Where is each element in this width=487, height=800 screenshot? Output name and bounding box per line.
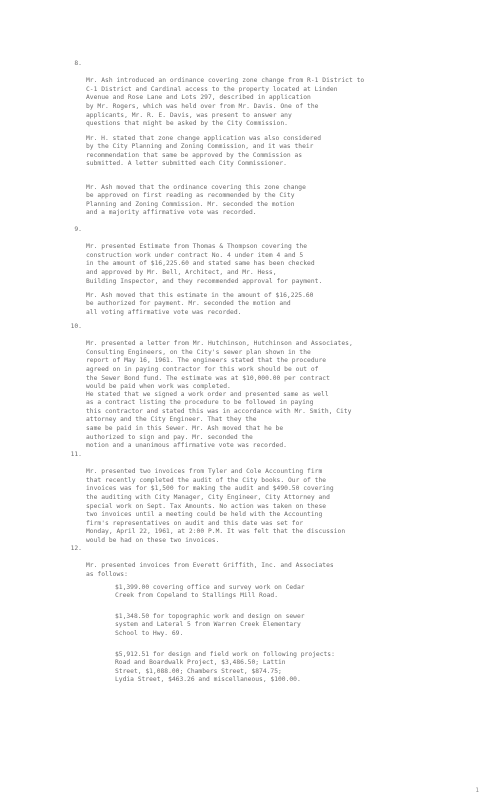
item-number: 11. (70, 451, 82, 458)
paragraph (86, 175, 446, 218)
invoice-entry (115, 575, 465, 601)
item-number: 9. (74, 226, 82, 233)
item-number: 8. (74, 60, 82, 67)
minutes-item-8 (74, 60, 446, 129)
paragraph (86, 283, 446, 317)
item-text: Mr. presented a letter from Mr. Hutchinson, Hutchinson and Associates, Consulting Engineers, on the City's sewer plan shown in the report of May 16, 1961. The engineers stated that the procedure agreed on in paying contractor for this work should be out of the Sewer Bond fund. The estimate was at $10,000.00 per contract would be paid when work was completed. (86, 340, 353, 391)
paragraph-text: Mr. H. stated that zone change application was also considered by the City Planning and Zoning Commission, and it was their recommendation that same be approved by the Commission as submitted. A letter submitted each City Commissioner. (86, 134, 322, 168)
item-text: Mr. presented two invoices from Tyler and Cole Accounting firm that recently completed the audit of the City books. Our of the invoices was for $1,500 for making the audit and $490.50 covering the auditing with City Manager, City Engineer, City Attorney and special work on Sept. Tax Amounts. No action was taken on these two invoices until a meeting could be held with the Accounting firm's representatives on audit and this date was set for Monday, April 22, 1961, at 2:00 P.M. It was felt that the discussion would be had on these two invoices. (86, 468, 346, 544)
minutes-item-11 (70, 451, 446, 546)
paragraph-text: Mr. Ash moved that the ordinance covering this zone change be approved on first reading as recommended by the City Planning and Zoning Commission. Mr. seconded the motion and a majority affirmative vote was recorded. (86, 183, 306, 217)
invoice-text: $1,348.50 for topographic work and design on sewer system and Lateral 5 from Warren Creek Elementary School to Hwy. 69. (115, 612, 305, 637)
item-text: Mr. presented invoices from Everett Griffith, Inc. and Associates as follows: (86, 562, 334, 578)
invoice-entry (115, 642, 465, 685)
paragraph-text: He stated that we signed a work order and presented same as well as a contract listing the procedure to be followed in paying this contractor and stated this was in accordance with Mr. Smith, City attorney and the City Engineer. That they the same be paid in this Sewer. Mr. Ash moved that he be authorized to sign and pay. Mr. seconded the motion and a unanimous affirmative vote was recorded. (86, 390, 352, 450)
invoice-text: $5,912.51 for design and field work on following projects: Road and Boardwalk Project, $3,486.50; Lattin Street, $1,088.00; Chambers Street, $874.75; Lydia Street, $463.26 and miscellaneous, $100.00. (115, 650, 335, 684)
page-mark: 1 (475, 787, 479, 794)
paragraph-text: Mr. Ash moved that this estimate in the amount of $16,225.60 be authorized for payment. Mr. seconded the motion and all voting affirmative vote was recorded. (86, 291, 314, 316)
invoice-text: $1,399.00 covering office and survey work on Cedar Creek from Copeland to Stallings Mill Road. (115, 583, 305, 600)
minutes-item-9 (74, 226, 446, 286)
item-text: Mr. Ash introduced an ordinance covering zone change from R-1 District to C-1 District and Cardinal access to the property located at Linden Avenue and Rose Lane and Lots 297, described in application by Mr. Rogers, which was held over from Mr. Davis. One of the applicants, Mr. R. E. Davis, was present to answer any questions that might be asked by the City Commission. (86, 77, 365, 128)
invoice-entry (115, 604, 465, 638)
item-number: 12. (70, 545, 82, 552)
paragraph (86, 126, 446, 169)
paragraph (86, 382, 446, 451)
item-text: Mr. presented Estimate from Thomas & Thompson covering the construction work under contract No. 4 under item 4 and 5 in the amount of $16,225.60 and stated same has been checked and approved by Mr. Bell, Architect, and Mr. Hess, Building Inspector, and they recommended approval for payment. (86, 243, 323, 285)
item-number: 10. (70, 323, 82, 330)
